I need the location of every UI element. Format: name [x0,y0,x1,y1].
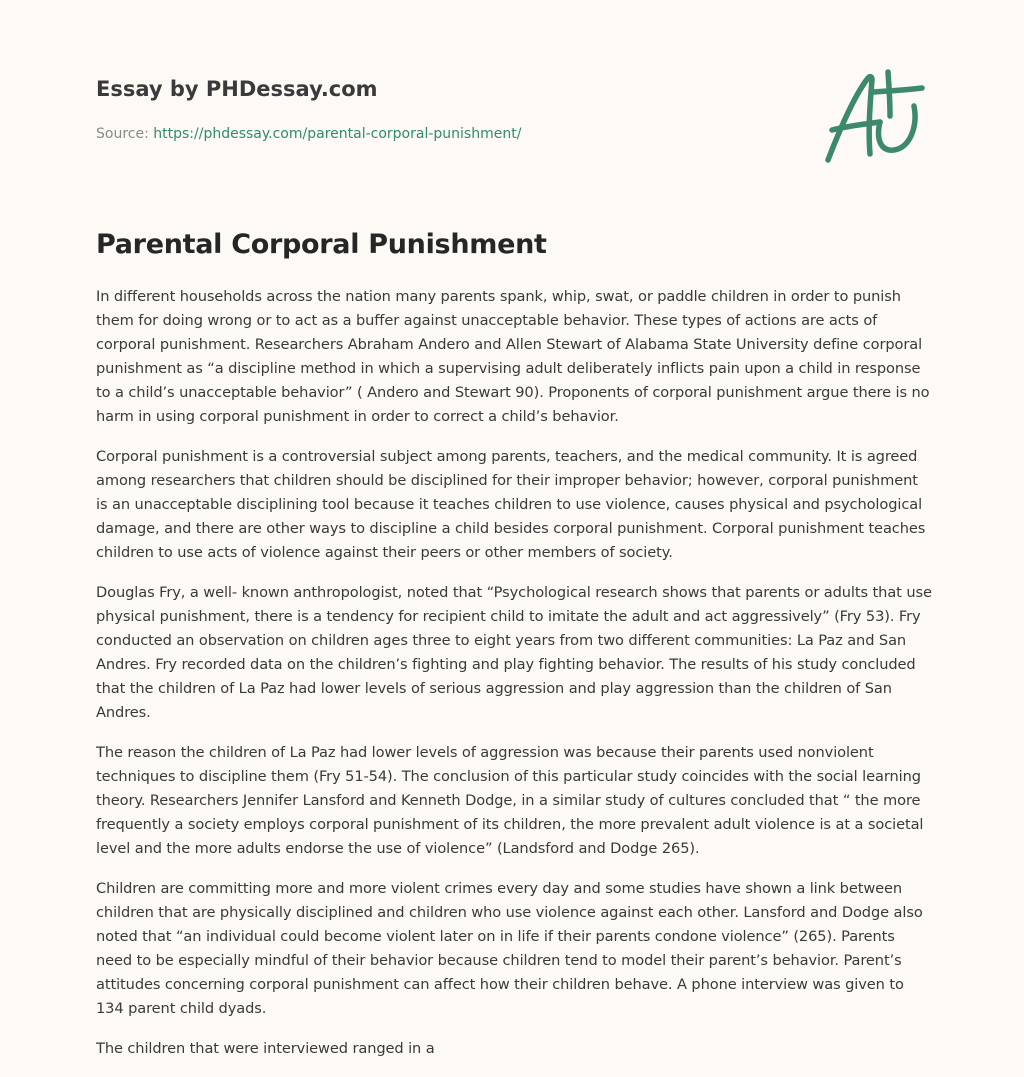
essay-paragraph: The reason the children of La Paz had lower levels of aggression was because their parents used nonviolent techniques to discipline them (Fry 51-54). The conclusion of this particular study coincides with the social learning theory. Researchers Jennifer Lansford and Kenneth Dodge, in a similar study of cultures concluded that “ the more frequently a society employs corporal punishment of its children, the more prevalent adult violence is at a societal level and the more adults endorse the use of violence” (Landsford and Dodge 265). [96,744,924,857]
essay-paragraph: The children that were interviewed ranged in a [96,1040,435,1057]
brand-title: Essay by PHDessay.com [96,77,378,101]
essay-paragraph: Douglas Fry, a well- known anthropologist, noted that “Psychological research shows that parents or adults that use physical punishment, there is a tendency for recipient child to imitate the adult and act aggressively” (Fry 53). Fry conducted an observation on children ages three to eight years from two different communities: La Paz and San Andres. Fry recorded data on the children’s fighting and play fighting behavior. The results of his study concluded that the children of La Paz had lower levels of serious aggression and play aggression than the children of San Andres. [96,584,932,721]
source-link[interactable]: https://phdessay.com/parental-corporal-punishment/ [153,126,522,142]
a-plus-logo [818,64,930,168]
site-header [96,74,816,144]
essay-paragraph: Corporal punishment is a controversial subject among parents, teachers, and the medical community. It is agreed among researchers that children should be disciplined for their improper behavior; however, corporal punishment is an unacceptable disciplining tool because it teaches children to use violence, causes physical and psychological damage, and there are other ways to discipline a child besides corporal punishment. Corporal punishment teaches children to use acts of violence against their peers or other members of society. [96,448,926,561]
essay-body [96,285,932,1077]
essay-title: Parental Corporal Punishment [96,229,547,260]
essay-paragraph: In different households across the nation many parents spank, whip, swat, or paddle children in order to punish them for doing wrong or to act as a buffer against unacceptable behavior. These types of actions are acts of corporal punishment. Researchers Abraham Andero and Allen Stewart of Alabama State University define corporal punishment as “a discipline method in which a supervising adult deliberately inflicts pain upon a child in response to a child’s unacceptable behavior” ( Andero and Stewart 90). Proponents of corporal punishment argue there is no harm in using corporal punishment in order to correct a child’s behavior. [96,288,930,425]
source-line [96,124,816,144]
source-label: Source: [96,126,149,142]
essay-paragraph: Children are committing more and more violent crimes every day and some studies have shown a link between children that are physically disciplined and children who use violence against each other. Lansford and Dodge also noted that “an individual could become violent later on in life if their parents condone violence” (265). Parents need to be especially mindful of their behavior because children tend to model their parent’s behavior. Parent’s attitudes concerning corporal punishment can affect how their children behave. A phone interview was given to 134 parent child dyads. [96,880,923,1017]
a-plus-logo-icon [818,64,930,168]
